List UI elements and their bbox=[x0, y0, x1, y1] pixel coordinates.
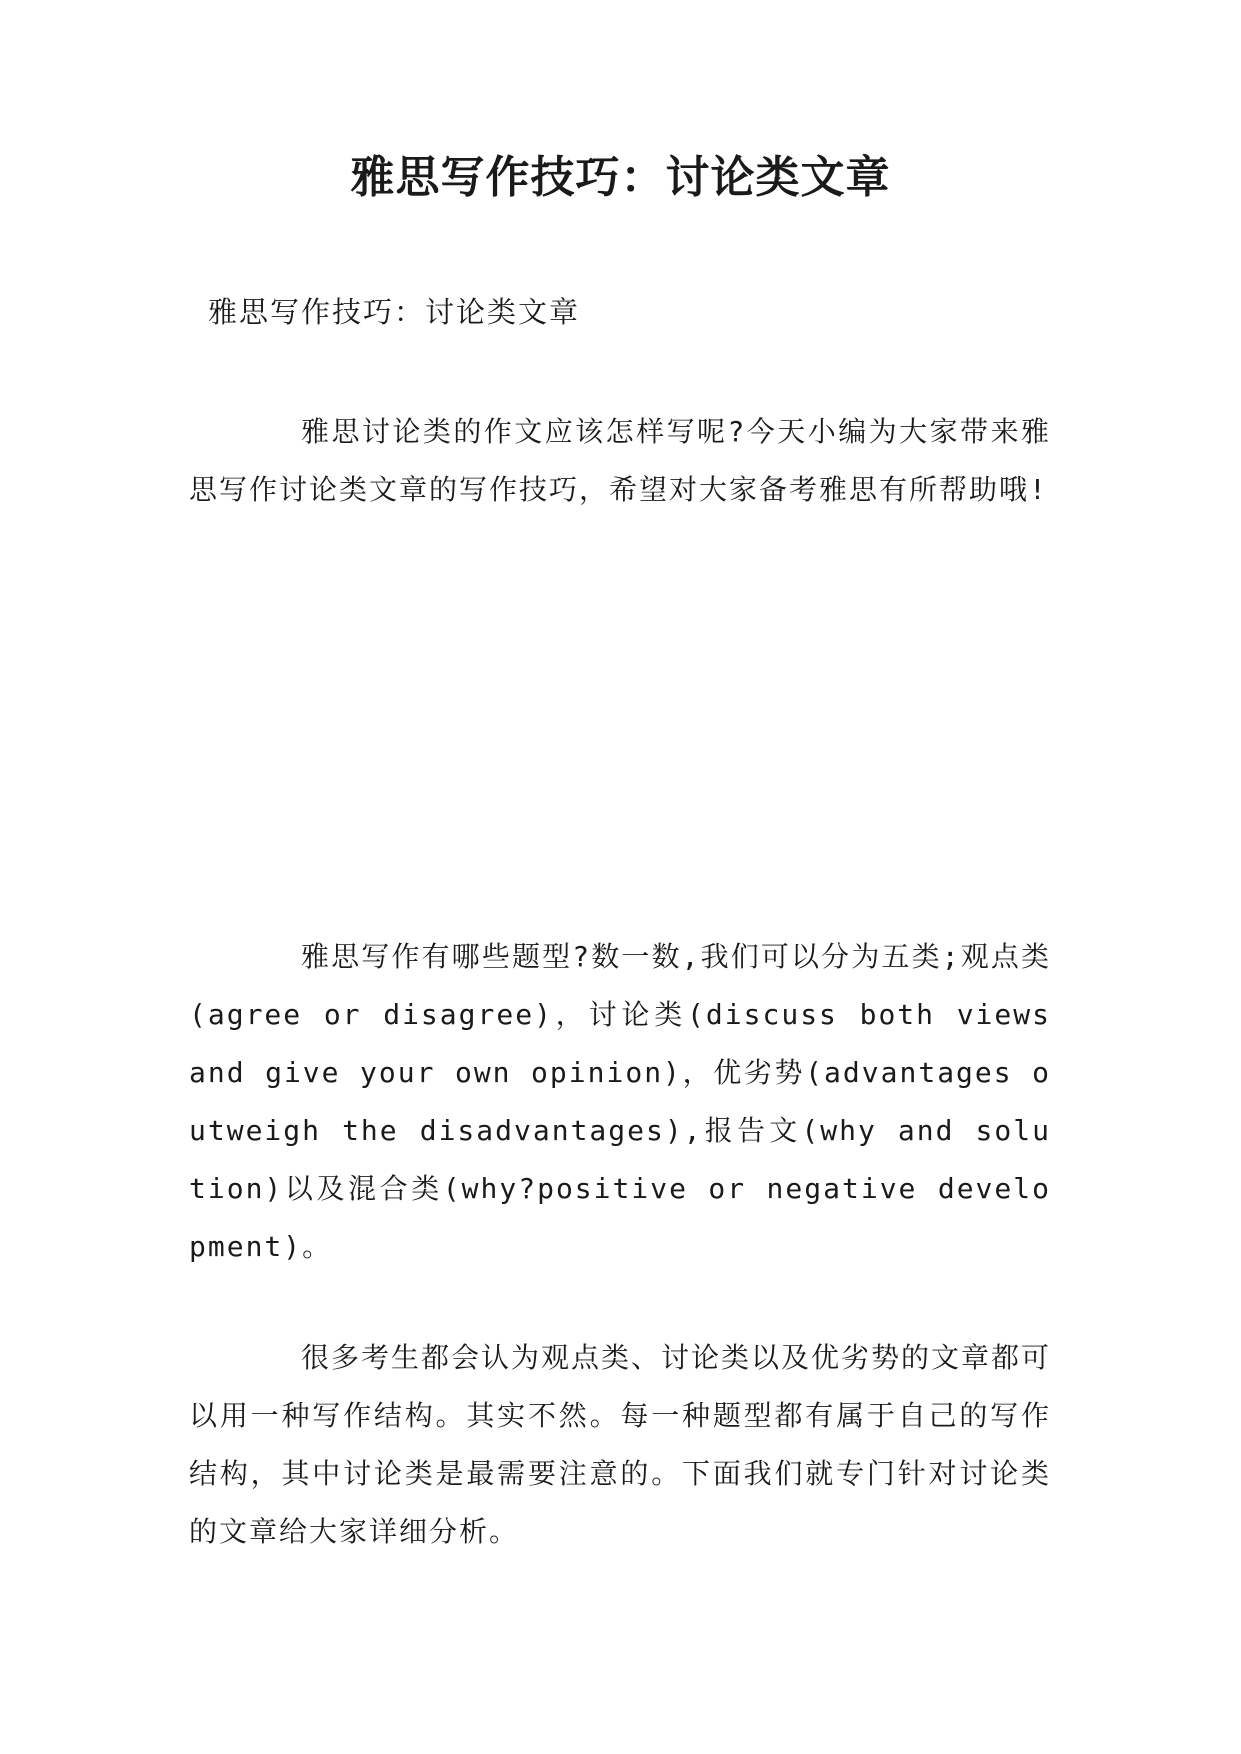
intro-paragraph: 雅思讨论类的作文应该怎样写呢?今天小编为大家带来雅思写作讨论类文章的写作技巧，希望对大家备考雅思有所帮助哦! bbox=[189, 415, 1051, 506]
question-types-paragraph: 雅思写作有哪些题型?数一数,我们可以分为五类;观点类(agree or disagree)，讨论类(discuss both views and give your own opinion)，优劣势(advantages outweigh the disadvantages),报告文(why and solution)以及混合类(why?positive or negative development)。 bbox=[189, 940, 1051, 1263]
document-title: 雅思写作技巧：讨论类文章 bbox=[350, 152, 891, 203]
document-subtitle: 雅思写作技巧：讨论类文章 bbox=[208, 295, 581, 329]
structure-paragraph: 很多考生都会认为观点类、讨论类以及优劣势的文章都可以用一种写作结构。其实不然。每一种题型都有属于自己的写作结构，其中讨论类是最需要注意的。下面我们就专门针对讨论类的文章给大家详细分析。 bbox=[189, 1341, 1052, 1548]
